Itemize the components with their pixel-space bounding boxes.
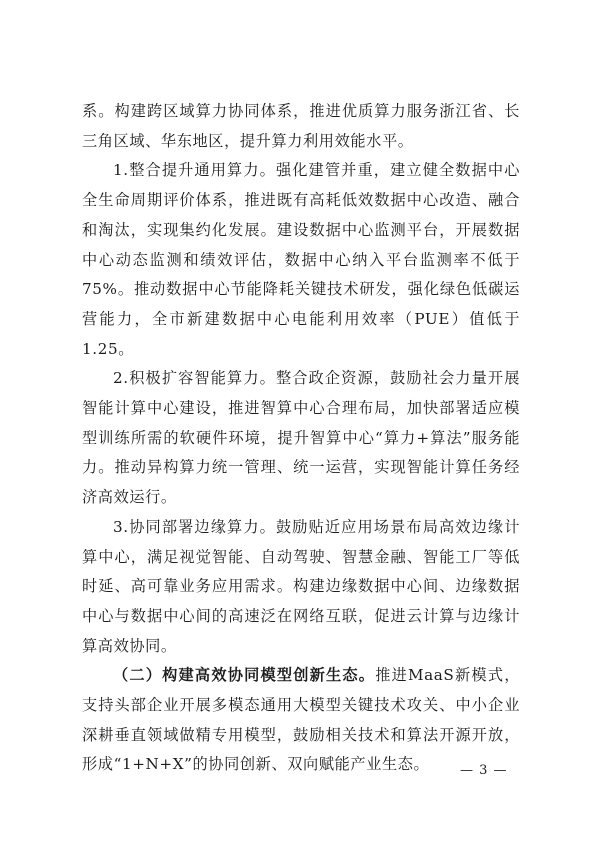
paragraph-text: 系。构建跨区域算力协同体系，推进优质算力服务浙江省、长三角区域、华东地区，提升算力利用效能水平。	[82, 102, 520, 150]
paragraph-continuation	[82, 97, 520, 156]
paragraph-intelligent-computing	[82, 364, 520, 513]
document-body	[82, 97, 520, 780]
paragraph-heading: 1.整合提升通用算力。	[113, 161, 276, 180]
paragraph-text: 强化建管并重，建立健全数据中心全生命周期评价体系，推进既有高耗低效数据中心改造、融合和淘汰，实现集约化发展。建设数据中心监测平台，开展数据中心动态监测和绩效评估，数据中心纳入平台监测率不低于75%。推动数据中心节能降耗关键技术研发，强化绿色低碳运营能力，全市新建数据中心电能利用效率（PUE）值低于1.25。	[82, 161, 521, 358]
section-heading: （二）构建高效协同模型创新生态。	[113, 666, 376, 685]
paragraph-edge-computing	[82, 513, 520, 662]
page-number: — 3 —	[460, 763, 508, 778]
paragraph-text: 鼓励贴近应用场景布局高效边缘计算中心，满足视觉智能、自动驾驶、智慧金融、智能工厂等低时延、高可靠业务应用需求。构建边缘数据中心间、边缘数据中心与数据中心间的高速泛在网络互联，促进云计算与边缘计算高效协同。	[82, 517, 521, 655]
paragraph-model-ecosystem	[82, 661, 520, 780]
paragraph-heading: 2.积极扩容智能算力。	[113, 369, 276, 388]
paragraph-text: 整合政企资源，鼓励社会力量开展智能计算中心建设，推进智算中心合理布局，加快部署适应模型训练所需的软硬件环境，提升智算中心“算力+算法”服务能力。推动异构算力统一管理、统一运营，实现智能计算任务经济高效运行。	[82, 369, 521, 507]
paragraph-general-computing	[82, 156, 520, 364]
paragraph-text: 推进MaaS新模式，支持头部企业开展多模态通用大模型关键技术攻关、中小企业深耕垂直领域做精专用模型，鼓励相关技术和算法开源开放，形成“1+N+X”的协同创新、双向赋能产业生态。	[82, 666, 520, 774]
paragraph-heading: 3.协同部署边缘算力。	[113, 517, 276, 536]
